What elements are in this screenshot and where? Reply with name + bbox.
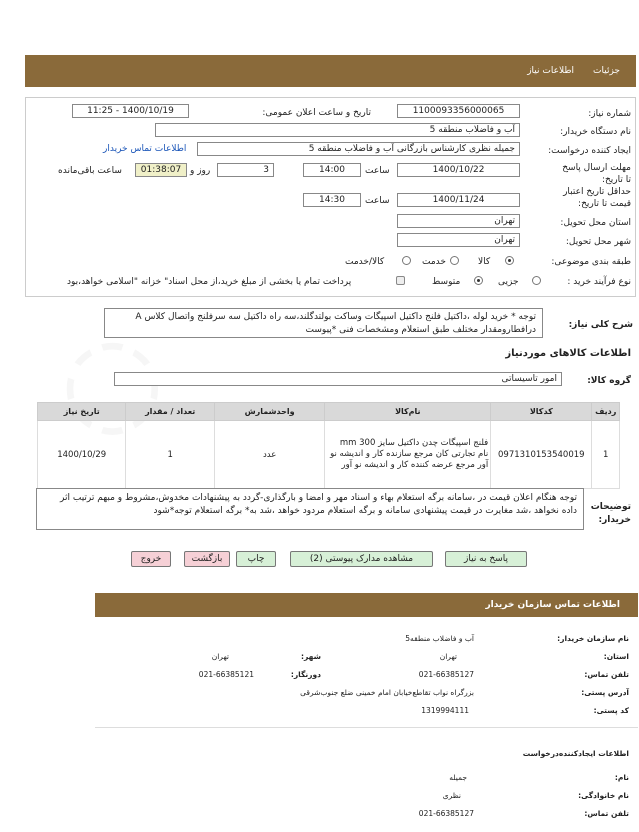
cell-row: 1 bbox=[592, 421, 620, 489]
purchase-medium-radio[interactable] bbox=[474, 276, 483, 285]
contact-divider bbox=[95, 727, 638, 728]
deadline-date-field: 1400/10/22 bbox=[397, 163, 520, 177]
purchase-partial-radio[interactable] bbox=[532, 276, 541, 285]
province-contact-value: تهران bbox=[439, 652, 457, 661]
top-bar bbox=[25, 55, 636, 87]
announce-field: 1400/10/19 - 11:25 bbox=[72, 104, 189, 118]
category-goods-service-radio[interactable] bbox=[402, 256, 411, 265]
family-value: نظری bbox=[442, 791, 461, 800]
cell-code: 0971310153540019 bbox=[491, 421, 592, 489]
creator-phone-label: تلفن تماس: bbox=[584, 809, 629, 818]
attachments-button[interactable]: مشاهده مدارک پیوستی (2) bbox=[290, 551, 433, 567]
treasury-checkbox[interactable] bbox=[396, 276, 405, 285]
print-button[interactable]: چاپ bbox=[236, 551, 276, 567]
table-row bbox=[38, 421, 620, 489]
creator-phone-value: 021-66385127 bbox=[418, 809, 474, 818]
postal-value: 1319994111 bbox=[421, 706, 469, 715]
days-field: 3 bbox=[217, 163, 274, 177]
validity-label: حداقل تاریخ اعتبار قیمت تا تاریخ: bbox=[563, 187, 631, 209]
org-label: نام سازمان خریدار: bbox=[557, 634, 629, 643]
remaining-label: ساعت باقی‌مانده bbox=[58, 166, 122, 176]
family-label: نام خانوادگی: bbox=[578, 791, 629, 800]
category-goods-service-label: کالا/خدمت bbox=[345, 257, 385, 267]
need-number-label: شماره نیاز: bbox=[588, 109, 631, 119]
need-number-field: 1100093356000065 bbox=[397, 104, 520, 118]
announce-label: تاریخ و ساعت اعلان عمومی: bbox=[262, 108, 371, 118]
col-date: تاریخ نیاز bbox=[38, 403, 126, 421]
cell-qty: 1 bbox=[126, 421, 214, 489]
name-value: جمیله bbox=[449, 773, 467, 782]
remaining-time-field: 01:38:07 bbox=[135, 163, 187, 177]
name-label: نام: bbox=[614, 773, 629, 782]
goods-group-field: امور تاسیساتی bbox=[114, 372, 562, 386]
goods-table-header bbox=[38, 403, 620, 421]
cell-name: فلنج اسپیگات چدن داکتیل سایز 300 mm نام تجارتی کان مرجع سازنده کار و اندیشه نو آور مرجع عرضه کننده کار و اندیشه نو آور bbox=[325, 421, 491, 489]
reply-button[interactable]: پاسخ به نیاز bbox=[445, 551, 527, 567]
summary-text: توجه * خرید لوله ،داکتیل فلنج داکتیل اسپیگات وساکت بولتدگلند،سه راه داکتیل سه سرفلنج واتصال کلاس A درافطارومقدار مختلف طبق استعلام ومشخصات فنی *پیوست bbox=[104, 308, 543, 338]
province-field: تهران bbox=[397, 214, 520, 228]
address-value: بزرگراه نواب تقاطع‌خیابان امام خمینی ضلع جنوب‌شرقی bbox=[300, 688, 474, 697]
days-label: روز و bbox=[190, 166, 211, 176]
purchase-type-label: نوع فرآیند خرید : bbox=[567, 277, 631, 287]
category-goods-radio[interactable] bbox=[505, 256, 514, 265]
buyer-notes-text: توجه هنگام اعلان قیمت در ،سامانه برگه استعلام بهاء و اسناد مهر و امضا و بارگذاری-گردد به پیشنهادات مخدوش،مشروط و مبهم ترتیب اثر داده نخواهد ،شد مغایرت در قیمت پیشنهادی سامانه و برگه استعلام مردود خواهد ،شد به* برگه استعلام توجه*شود bbox=[36, 488, 584, 530]
phone-value: 021-66385127 bbox=[418, 670, 474, 679]
validity-time-field: 14:30 bbox=[303, 193, 361, 207]
exit-button[interactable]: خروج bbox=[131, 551, 171, 567]
city-contact-label: شهر: bbox=[301, 652, 321, 661]
postal-label: کد پستی: bbox=[593, 706, 629, 715]
buyer-org-label: نام دستگاه خریدار: bbox=[560, 127, 631, 137]
province-contact-label: استان: bbox=[603, 652, 629, 661]
buyer-org-field: آب و فاضلاب منطقه 5 bbox=[155, 123, 520, 137]
creator-label: ایجاد کننده درخواست: bbox=[548, 146, 631, 156]
summary-label: شرح کلی نیاز: bbox=[568, 320, 633, 330]
cell-date: 1400/10/29 bbox=[38, 421, 126, 489]
purchase-medium-label: متوسط bbox=[432, 277, 461, 287]
validity-time-label: ساعت bbox=[365, 196, 390, 206]
address-label: آدرس پستی: bbox=[581, 688, 629, 697]
creator-field: جمیله نظری کارشناس بازرگانی آب و فاضلاب منطقه 5 bbox=[197, 142, 520, 156]
back-button[interactable]: بازگشت bbox=[184, 551, 230, 567]
tab-details[interactable]: جزئیات bbox=[593, 66, 620, 76]
cell-unit: عدد bbox=[214, 421, 325, 489]
goods-group-label: گروه کالا: bbox=[587, 376, 631, 386]
col-qty: تعداد / مقدار bbox=[126, 403, 214, 421]
creator-section-title: اطلاعات ایجادکننده‌درخواست bbox=[522, 749, 629, 758]
col-row: ردیف bbox=[592, 403, 620, 421]
deadline-time-label: ساعت bbox=[365, 166, 390, 176]
category-goods-label: کالا bbox=[478, 257, 491, 267]
deadline-time-field: 14:00 bbox=[303, 163, 361, 177]
deadline-label: مهلت ارسال پاسخ تا تاریخ: bbox=[562, 163, 631, 185]
buyer-notes-label: توضیحات خریدار: bbox=[590, 502, 631, 525]
col-name: نام‌کالا bbox=[325, 403, 491, 421]
fax-value: 021-66385121 bbox=[198, 670, 254, 679]
goods-table bbox=[37, 402, 620, 489]
goods-title: اطلاعات کالاهای موردنیاز bbox=[505, 348, 631, 359]
phone-label: تلفن تماس: bbox=[584, 670, 629, 679]
city-contact-value: تهران bbox=[211, 652, 229, 661]
payment-note: پرداخت تمام یا بخشی از مبلغ خرید،از محل اسناد" خزانه "اسلامی خواهد،بود bbox=[67, 277, 352, 287]
city-field: تهران bbox=[397, 233, 520, 247]
validity-date-field: 1400/11/24 bbox=[397, 193, 520, 207]
col-unit: واحدشمارش bbox=[214, 403, 325, 421]
tab-need-info[interactable]: اطلاعات نیاز bbox=[527, 66, 574, 76]
col-code: کدکالا bbox=[491, 403, 592, 421]
category-service-radio[interactable] bbox=[450, 256, 459, 265]
purchase-partial-label: جزیی bbox=[498, 277, 519, 287]
contact-header bbox=[95, 593, 638, 617]
buyer-contact-link[interactable]: اطلاعات تماس خریدار bbox=[103, 144, 187, 154]
category-service-label: خدمت bbox=[422, 257, 446, 267]
fax-label: دورنگار: bbox=[290, 670, 321, 679]
contact-title: اطلاعات تماس سازمان خریدار bbox=[485, 600, 620, 610]
org-value: آب و فاضلاب منطقه5 bbox=[405, 634, 474, 643]
city-label: شهر محل تحویل: bbox=[565, 237, 631, 247]
province-label: استان محل تحویل: bbox=[560, 218, 631, 228]
category-label: طبقه بندی موضوعی: bbox=[551, 257, 631, 267]
